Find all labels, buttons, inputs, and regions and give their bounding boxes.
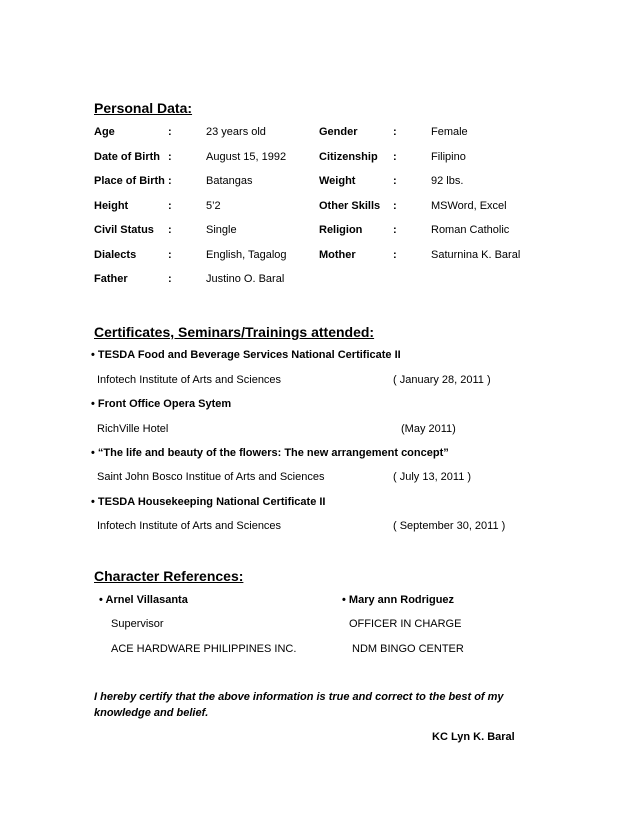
label-father: Father [94, 273, 128, 285]
certification-statement: I hereby certify that the above information is true and correct to the best of my knowledge and belief. [94, 691, 504, 719]
label-religion: Religion [319, 224, 363, 236]
reference-company: NDM BINGO CENTER [352, 643, 464, 655]
certificate-title: • “The life and beauty of the flowers: The new arrangement concept” [91, 447, 449, 459]
value-height: 5’2 [206, 200, 221, 212]
certificate-institution: RichVille Hotel [97, 423, 169, 435]
value-mother: Saturnina K. Baral [431, 249, 521, 261]
reference-name: • Mary ann Rodriguez [342, 594, 455, 606]
reference-position: Supervisor [111, 618, 164, 630]
certificate-date: ( January 28, 2011 ) [393, 374, 491, 386]
value-civil-status: Single [206, 224, 237, 236]
certificate-institution: Infotech Institute of Arts and Sciences [97, 520, 282, 532]
label-date-of-birth: Date of Birth [94, 151, 160, 163]
label-weight: Weight [319, 175, 356, 187]
reference-position: OFFICER IN CHARGE [349, 618, 462, 630]
value-gender: Female [431, 126, 468, 138]
value-citizenship: Filipino [431, 151, 466, 163]
certificate-title: • TESDA Food and Beverage Services National Certificate II [91, 349, 401, 361]
label-height: Height [94, 200, 129, 212]
label-dialects: Dialects [94, 249, 137, 261]
colon: : [393, 249, 397, 261]
colon: : [168, 175, 172, 187]
colon: : [168, 273, 172, 285]
label-mother: Mother [319, 249, 356, 261]
colon: : [168, 151, 172, 163]
certificates-heading: Certificates, Seminars/Trainings attended: [94, 324, 375, 340]
label-age: Age [94, 126, 115, 138]
colon: : [168, 249, 172, 261]
value-date-of-birth: August 15, 1992 [206, 151, 287, 163]
value-religion: Roman Catholic [431, 224, 510, 236]
references-heading: Character References: [94, 568, 244, 584]
label-other-skills: Other Skills [319, 200, 381, 212]
signature-name: KC Lyn K. Baral [432, 731, 515, 743]
value-father: Justino O. Baral [206, 273, 285, 285]
label-civil-status: Civil Status [94, 224, 154, 236]
colon: : [393, 200, 397, 212]
colon: : [393, 151, 397, 163]
colon: : [393, 175, 397, 187]
personal-data-heading: Personal Data: [94, 100, 193, 116]
certificate-title: • TESDA Housekeeping National Certificate II [91, 496, 326, 508]
certificate-date: ( July 13, 2011 ) [393, 471, 472, 483]
certificate-institution: Saint John Bosco Institue of Arts and Sciences [97, 471, 325, 483]
certificate-date: ( September 30, 2011 ) [393, 520, 506, 532]
colon: : [393, 224, 397, 236]
value-place-of-birth: Batangas [206, 175, 253, 187]
value-age: 23 years old [206, 126, 266, 138]
reference-company: ACE HARDWARE PHILIPPINES INC. [111, 643, 297, 655]
certificate-institution: Infotech Institute of Arts and Sciences [97, 374, 282, 386]
colon: : [168, 224, 172, 236]
value-dialects: English, Tagalog [206, 249, 287, 261]
colon: : [168, 200, 172, 212]
label-place-of-birth: Place of Birth [94, 175, 165, 187]
label-gender: Gender [319, 126, 358, 138]
label-citizenship: Citizenship [319, 151, 378, 163]
reference-name: • Arnel Villasanta [99, 594, 188, 606]
colon: : [393, 126, 397, 138]
certificate-title: • Front Office Opera Sytem [91, 398, 232, 410]
certificate-date: (May 2011) [401, 423, 456, 435]
value-other-skills: MSWord, Excel [431, 200, 507, 212]
colon: : [168, 126, 172, 138]
value-weight: 92 lbs. [431, 175, 464, 187]
